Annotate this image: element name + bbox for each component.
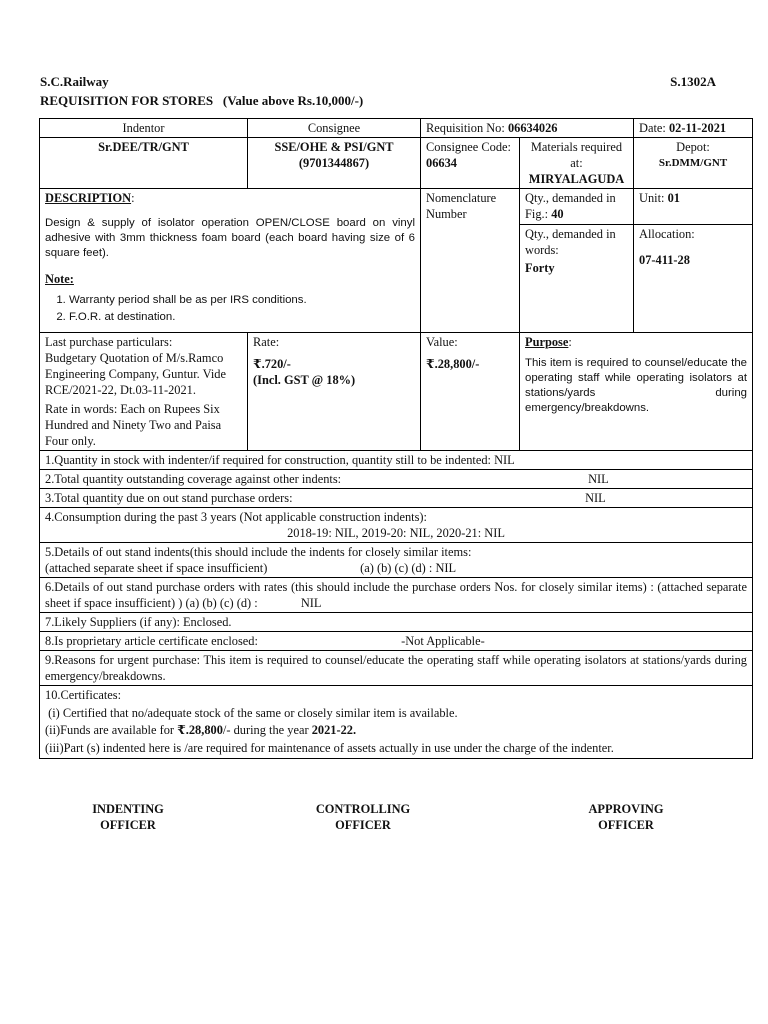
consignee-code-label: Consignee Code: bbox=[426, 140, 512, 154]
date-value: 02-11-2021 bbox=[668, 121, 727, 135]
rate-cell bbox=[248, 333, 421, 451]
nomenclature-label: Nomenclature Number bbox=[421, 189, 520, 333]
indenting-label: INDENTING bbox=[92, 802, 164, 816]
organization-name: S.C.Railway bbox=[40, 74, 109, 89]
date-cell bbox=[634, 119, 753, 138]
indentor-label: Indentor bbox=[40, 119, 248, 138]
materials-cell bbox=[520, 138, 634, 189]
date-label: Date: bbox=[639, 121, 666, 135]
consignee-code: 06634 bbox=[426, 156, 457, 170]
last-purchase-cell bbox=[40, 333, 248, 451]
item-5-row bbox=[40, 543, 753, 578]
qty-words-cell bbox=[520, 225, 634, 333]
description-heading: DESCRIPTION bbox=[45, 191, 132, 205]
item-1-value: NIL bbox=[494, 453, 515, 467]
qty-figure: 40 bbox=[551, 207, 564, 221]
approving-label: APPROVING bbox=[588, 802, 664, 816]
form-header-top bbox=[40, 74, 716, 90]
item-6-row bbox=[40, 578, 753, 613]
item-3-text: 3.Total quantity due on out stand purchase orders: bbox=[45, 491, 293, 505]
requisition-form-table bbox=[39, 118, 753, 759]
note-heading: Note: bbox=[45, 272, 74, 286]
indentor-value: Sr.DEE/TR/GNT bbox=[40, 138, 248, 189]
certificate-1: (i) Certified that no/adequate stock of the same or closely similar item is available. bbox=[45, 705, 458, 720]
item-8-value: -Not Applicable- bbox=[401, 634, 485, 648]
item-6-value: NIL bbox=[300, 596, 322, 610]
note-item: 2. F.O.R. at destination. bbox=[69, 310, 415, 325]
consignee-label: Consignee bbox=[248, 119, 421, 138]
item-9-row bbox=[40, 651, 753, 686]
item-3-row bbox=[40, 489, 753, 508]
officer-label: OFFICER bbox=[335, 818, 391, 832]
unit-cell bbox=[634, 189, 753, 225]
value-amount: ₹.28,800/- bbox=[426, 357, 480, 371]
last-purchase-label: Last purchase particulars: bbox=[45, 335, 173, 349]
certificate-2 bbox=[45, 722, 747, 740]
officer-label: OFFICER bbox=[598, 818, 654, 832]
certificate-2-mid: /- during the year bbox=[222, 723, 312, 737]
item-1-text: 1.Quantity in stock with indenter/if required for construction, quantity still to be indented: bbox=[45, 453, 491, 467]
item-2-text: 2.Total quantity outstanding coverage against other indents: bbox=[45, 472, 342, 486]
consignee-value bbox=[248, 138, 421, 189]
unit-value: 01 bbox=[667, 191, 680, 205]
item-5-value: (a) (b) (c) (d) : NIL bbox=[360, 561, 457, 575]
item-9-text: 9.Reasons for urgent purchase: This item is required to counsel/educate the operating staff while operating isolators at stations/yards during emergency/breakdowns. bbox=[40, 651, 753, 686]
item-4-value: 2018-19: NIL, 2019-20: NIL, 2020-21: NIL bbox=[287, 526, 505, 540]
item-8-text: 8.Is proprietary article certificate enclosed: bbox=[45, 634, 258, 648]
depot-cell bbox=[634, 138, 753, 189]
item-2-row bbox=[40, 470, 753, 489]
qty-figure-label: Qty., demanded in Fig.: bbox=[525, 191, 616, 221]
requisition-number: 06634026 bbox=[507, 121, 558, 135]
item-5-subtext: (attached separate sheet if space insufficient) bbox=[45, 561, 268, 575]
rate-in-words: Rate in words: Each on Rupees Six Hundred and Ninety Two and Paisa Four only. bbox=[45, 402, 222, 448]
approving-officer-signature bbox=[546, 801, 706, 833]
certificate-2-pre: (ii)Funds are available for bbox=[45, 723, 178, 737]
item-1-row bbox=[40, 451, 753, 470]
purpose-heading: Purpose bbox=[525, 335, 569, 349]
item-4-row bbox=[40, 508, 753, 543]
controlling-officer-signature bbox=[283, 801, 443, 833]
purchase-row bbox=[40, 333, 753, 451]
rate-value: ₹.720/- bbox=[253, 357, 291, 371]
allocation-cell bbox=[634, 225, 753, 333]
allocation-value: 07-411-28 bbox=[639, 253, 690, 267]
rate-label: Rate: bbox=[253, 335, 280, 349]
last-purchase-text: Budgetary Quotation of M/s.Ramco Engineering Company, Guntur. Vide RCE/2021-22, Dt.03-11-2021. bbox=[45, 351, 226, 397]
requisition-number-cell bbox=[421, 119, 634, 138]
officer-label: OFFICER bbox=[100, 818, 156, 832]
item-7-row bbox=[40, 613, 753, 632]
qty-figure-cell bbox=[520, 189, 634, 225]
depot-value: Sr.DMM/GNT bbox=[658, 157, 728, 169]
description-row-1 bbox=[40, 189, 753, 225]
materials-label: Materials required at: bbox=[530, 140, 623, 170]
purpose-cell: Purpose: This item is required to counsel/educate the operating staff while operating isolators at stations/yards during emergency/breakdowns. bbox=[520, 333, 753, 451]
consignee-code-cell bbox=[421, 138, 520, 189]
item-8-row bbox=[40, 632, 753, 651]
consignee-phone: (9701344867) bbox=[298, 156, 370, 170]
header-row bbox=[40, 119, 753, 138]
indenting-officer-signature bbox=[48, 801, 208, 833]
materials-location: MIRYALAGUDA bbox=[528, 172, 625, 186]
item-7-text: 7.Likely Suppliers (if any): Enclosed. bbox=[40, 613, 753, 632]
form-code: S.1302A bbox=[670, 74, 716, 89]
item-2-value: NIL bbox=[588, 472, 609, 486]
form-title: REQUISITION FOR STORES (Value above Rs.10,000/-) bbox=[40, 93, 364, 108]
certificate-3: (iii)Part (s) indented here is /are required for maintenance of assets actually in use under the charge of the indenter. bbox=[45, 740, 614, 755]
certificate-2-amount: ₹.28,800 bbox=[177, 723, 223, 737]
item-6-text: 6.Details of out stand purchase orders with rates (this should include the purchase orders Nos. for closely similar items) : (attached separate sheet if space insufficient) ) (a) (b) (c) (d) : bbox=[45, 580, 747, 610]
qty-words: Forty bbox=[525, 261, 555, 275]
consignee-unit: SSE/OHE & PSI/GNT bbox=[274, 140, 394, 154]
value-cell bbox=[421, 333, 520, 451]
note-item: 1. Warranty period shall be as per IRS conditions. bbox=[69, 293, 415, 308]
item-10-row bbox=[40, 686, 753, 759]
notes-list bbox=[45, 293, 415, 325]
certificates-heading: 10.Certificates: bbox=[45, 688, 122, 702]
item-3-value: NIL bbox=[585, 491, 606, 505]
item-4-text: 4.Consumption during the past 3 years (Not applicable construction indents): bbox=[45, 510, 427, 524]
parties-row bbox=[40, 138, 753, 189]
qty-words-label: Qty., demanded in words: bbox=[525, 227, 616, 257]
controlling-label: CONTROLLING bbox=[315, 802, 411, 816]
allocation-label: Allocation: bbox=[639, 227, 695, 241]
purpose-text: This item is required to counsel/educate the operating staff while operating isolators at stations/yards during emergency/breakdowns. bbox=[525, 357, 747, 414]
rate-gst-note: (Incl. GST @ 18%) bbox=[253, 373, 356, 387]
certificate-2-year: 2021-22. bbox=[311, 723, 357, 737]
requisition-number-label: Requisition No: bbox=[426, 121, 505, 135]
depot-label: Depot: bbox=[676, 140, 710, 154]
description-cell: DESCRIPTION: Design & supply of isolator operation OPEN/CLOSE board on vinyl adhesive with 3mm thickness foam board (each board having size of 6 square feet). Note: 1. Warranty period shall be as per IRS conditions. 2. F.O.R. at destination. bbox=[40, 189, 421, 333]
description-text: Design & supply of isolator operation OPEN/CLOSE board on vinyl adhesive with 3mm thickness foam board (each board having size of 6 square feet). bbox=[45, 217, 415, 259]
value-label: Value: bbox=[426, 335, 458, 349]
item-5-text: 5.Details of out stand indents(this should include the indents for closely similar items: bbox=[45, 545, 472, 559]
unit-label: Unit: bbox=[639, 191, 665, 205]
